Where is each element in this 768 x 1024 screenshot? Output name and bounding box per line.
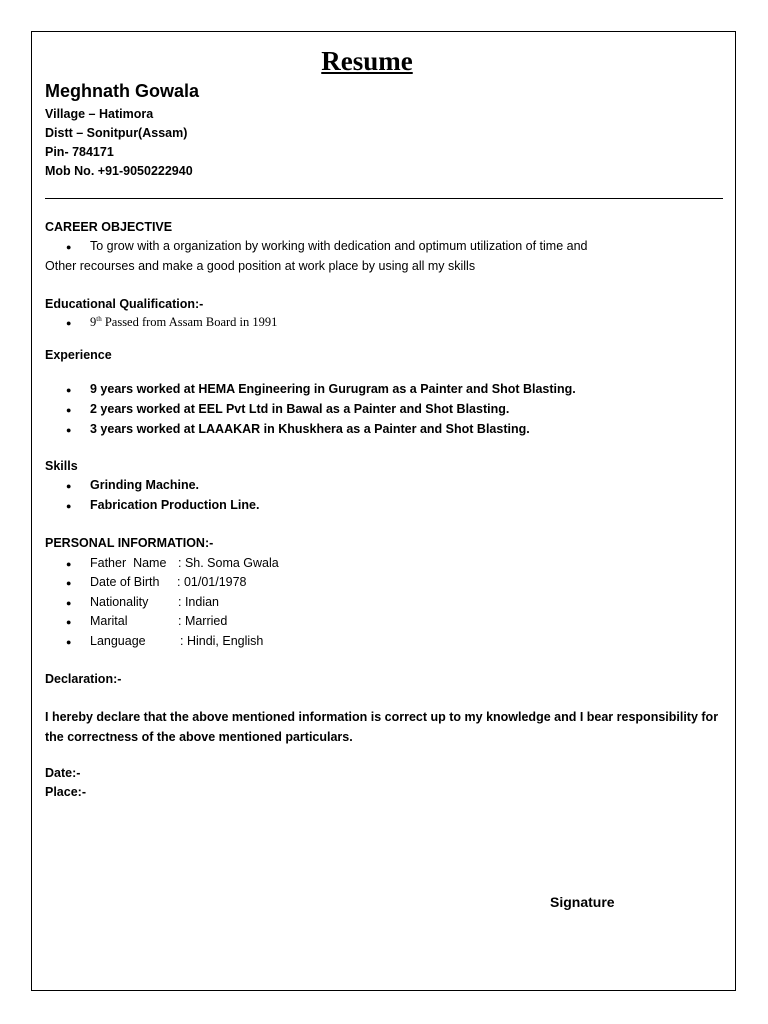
skill-item: Fabrication Production Line.: [90, 498, 260, 512]
experience-item: 9 years worked at HEMA Engineering in Gurugram as a Painter and Shot Blasting.: [90, 382, 576, 396]
education-item: [90, 315, 277, 330]
date-label: Date:-: [45, 766, 81, 780]
career-objective-line1: To grow with a organization by working with dedication and optimum utilization of time and: [90, 239, 588, 253]
personal-info-value: : Hindi, English: [180, 634, 264, 648]
personal-info-heading: PERSONAL INFORMATION:-: [45, 536, 214, 550]
personal-info-value: : 01/01/1978: [177, 575, 247, 589]
personal-info-row: [90, 575, 247, 589]
personal-info-value: : Indian: [178, 595, 220, 609]
experience-item: 3 years worked at LAAAKAR in Khuskhera as a Painter and Shot Blasting.: [90, 422, 530, 436]
personal-info-row: [90, 595, 219, 609]
resume-title: Resume: [321, 46, 413, 76]
bullet-icon: ●: [66, 637, 72, 647]
experience-heading: Experience: [45, 348, 112, 362]
experience-item: 2 years worked at EEL Pvt Ltd in Bawal as a Painter and Shot Blasting.: [90, 402, 510, 416]
career-objective-heading: CAREER OBJECTIVE: [45, 220, 173, 234]
skills-heading: Skills: [45, 459, 78, 473]
bullet-icon: ●: [66, 559, 72, 569]
personal-info-label: Marital: [90, 614, 128, 628]
signature-label: Signature: [550, 894, 615, 910]
bullet-icon: ●: [66, 425, 72, 435]
header-divider: [45, 198, 723, 199]
education-grade-suffix: th: [96, 315, 102, 323]
address-district: Distt – Sonitpur(Assam): [45, 126, 188, 140]
bullet-icon: ●: [66, 242, 72, 252]
bullet-icon: ●: [66, 598, 72, 608]
applicant-name: Meghnath Gowala: [45, 81, 200, 101]
education-heading: Educational Qualification:-: [45, 297, 204, 311]
bullet-icon: ●: [66, 385, 72, 395]
personal-info-label: Language: [90, 634, 146, 648]
personal-info-value: : Married: [178, 614, 228, 628]
bullet-icon: ●: [66, 481, 72, 491]
career-objective-line2: Other recourses and make a good position at work place by using all my skills: [45, 259, 476, 273]
bullet-icon: ●: [66, 617, 72, 627]
address-pin: Pin- 784171: [45, 145, 114, 159]
personal-info-value: : Sh. Soma Gwala: [178, 556, 279, 570]
bullet-icon: ●: [66, 405, 72, 415]
bullet-icon: ●: [66, 578, 72, 588]
declaration-text: I hereby declare that the above mentioned information is correct up to my knowledge and I bear responsibility for the correctness of the above mentioned particulars.: [45, 710, 719, 744]
bullet-icon: ●: [66, 318, 72, 328]
personal-info-row: [90, 634, 263, 648]
place-label: Place:-: [45, 785, 86, 799]
address-village: Village – Hatimora: [45, 107, 154, 121]
education-text: Passed from Assam Board in 1991: [101, 315, 278, 330]
bullet-icon: ●: [66, 501, 72, 511]
skill-item: Grinding Machine.: [90, 478, 200, 492]
personal-info-label: Date of Birth: [90, 575, 160, 589]
declaration-heading: Declaration:-: [45, 672, 122, 686]
personal-info-label: Nationality: [90, 595, 149, 609]
education-grade: 9: [90, 315, 97, 330]
personal-info-row: [90, 556, 279, 570]
personal-info-row: [90, 614, 227, 628]
mobile-number: Mob No. +91-9050222940: [45, 164, 193, 178]
personal-info-label: Father Name: [90, 556, 167, 570]
